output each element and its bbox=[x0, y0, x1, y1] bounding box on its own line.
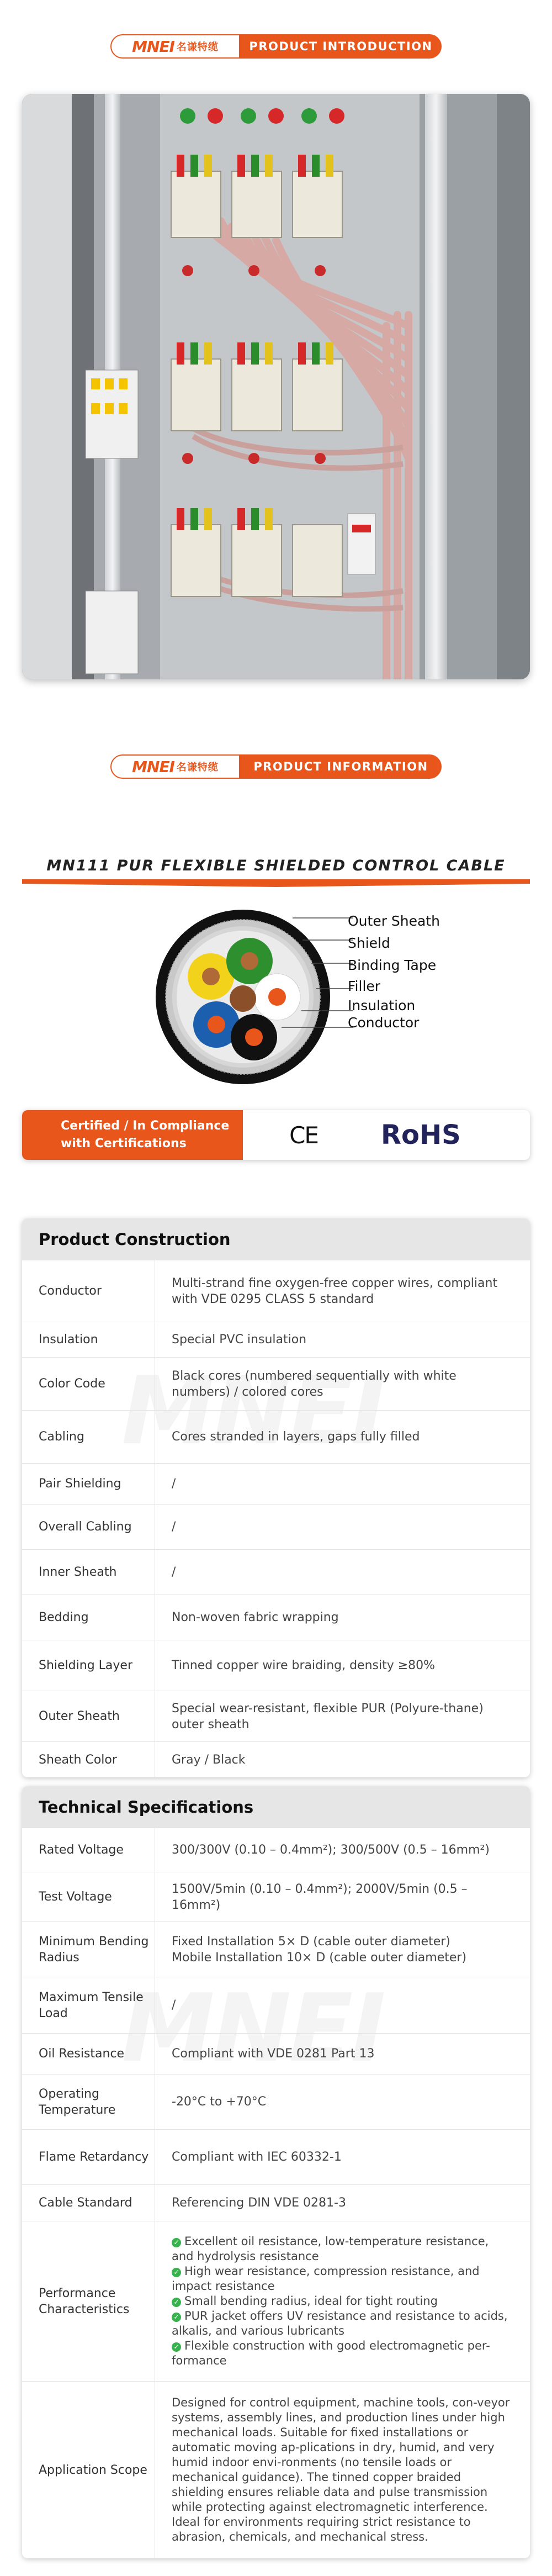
row-key: Inner Sheath bbox=[39, 1565, 117, 1579]
section-banner-intro bbox=[110, 34, 442, 59]
section-banner-info bbox=[110, 754, 442, 779]
check-icon: ✓ bbox=[172, 2238, 181, 2247]
row-key: Pair Shielding bbox=[39, 1477, 121, 1491]
table-row bbox=[22, 2034, 530, 2074]
table-row bbox=[22, 1828, 530, 1872]
row-key: Sheath Color bbox=[39, 1752, 117, 1767]
row-value: / bbox=[172, 1520, 176, 1534]
product-construction-table bbox=[22, 1218, 530, 1777]
table-row bbox=[22, 1322, 530, 1358]
row-value: Referencing DIN VDE 0281-3 bbox=[172, 2196, 346, 2210]
legend-insulation: Insulation bbox=[348, 997, 416, 1013]
table-row bbox=[22, 2382, 530, 2558]
logo-mark: MNEI bbox=[132, 757, 174, 776]
row-key: Oil Resistance bbox=[39, 2047, 125, 2061]
row-key: Shielding Layer bbox=[39, 1659, 132, 1672]
certification-bar bbox=[22, 1110, 530, 1160]
legend-binding-tape: Binding Tape bbox=[348, 957, 437, 973]
ce-mark-icon: CE bbox=[289, 1121, 318, 1149]
list-item: ✓ High wear resistance, compression resistance, and impact resistance bbox=[172, 2264, 480, 2293]
brand-logo bbox=[110, 754, 240, 779]
table-row bbox=[22, 1550, 530, 1595]
row-key: Rated Voltage bbox=[39, 1843, 124, 1857]
list-item: ✓ PUR jacket offers UV resistance and resistance to acids, alkalis, and various lubricants bbox=[172, 2309, 508, 2337]
table-row bbox=[22, 2185, 530, 2221]
legend-outer-sheath: Outer Sheath bbox=[348, 913, 440, 929]
banner-label-info: PRODUCT INFORMATION bbox=[240, 754, 442, 779]
check-icon: ✓ bbox=[172, 2313, 181, 2322]
row-value: / bbox=[172, 1565, 176, 1579]
title-underline bbox=[22, 879, 530, 887]
row-key: Cabling bbox=[39, 1430, 84, 1444]
row-value: Cores stranded in layers, gaps fully filled bbox=[172, 1430, 420, 1444]
cabinet-illustration bbox=[22, 94, 530, 679]
row-value: Special PVC insulation bbox=[172, 1333, 307, 1347]
bending-fixed: Fixed Installation 5× D (cable outer diameter) bbox=[172, 1934, 450, 1949]
row-value: Multi-strand fine oxygen-free copper wires, compliant with VDE 0295 CLASS 5 standard bbox=[172, 1276, 498, 1306]
row-key: Test Voltage bbox=[39, 1890, 112, 1904]
cable-cross-section bbox=[155, 906, 353, 1088]
check-icon: ✓ bbox=[172, 2342, 181, 2352]
row-value: Black cores (numbered sequentially with white numbers) / colored cores bbox=[172, 1369, 457, 1399]
row-value: / bbox=[172, 1998, 176, 2012]
legend-filler: Filler bbox=[348, 978, 381, 994]
brand-logo bbox=[110, 34, 240, 59]
row-key: Maximum Tensile Load bbox=[39, 1990, 144, 2020]
check-icon: ✓ bbox=[172, 2298, 181, 2307]
certification-label bbox=[22, 1110, 243, 1160]
table-row bbox=[22, 1505, 530, 1550]
control-cabinet-photo bbox=[22, 94, 530, 679]
rohs-mark: RoHS bbox=[381, 1120, 461, 1150]
construction-heading: Product Construction bbox=[22, 1218, 530, 1260]
table-row bbox=[22, 1742, 530, 1777]
row-value: Designed for control equipment, machine tools, con-veyor systems, assembly lines, and production lines under high mechanical loads. Suitable for fixed installations or automatic moving ap-plications in dry, humid, and very humid indoor envi-ronments (no tensile loads or mechanical guidance). The tinned copper braided shielding ensures reliable data and pulse transmission while protecting against electromagnetic interference. Ideal for environments requiring strict resistance to abrasion, chemicals, and mechanical stress. bbox=[172, 2396, 510, 2543]
logo-cn: 名谦特缆 bbox=[176, 41, 219, 53]
technical-heading: Technical Specifications bbox=[22, 1786, 530, 1828]
row-key: Application Scope bbox=[39, 2463, 147, 2477]
row-key: Minimum Bending Radius bbox=[39, 1934, 149, 1965]
row-key: Performance Characteristics bbox=[39, 2286, 130, 2316]
certification-label-line1: Certified / In Compliance bbox=[61, 1119, 230, 1133]
table-row bbox=[22, 1411, 530, 1464]
table-row bbox=[22, 1595, 530, 1640]
row-value: Tinned copper wire braiding, density ≥80% bbox=[172, 1659, 436, 1672]
legend-conductor: Conductor bbox=[348, 1015, 420, 1031]
table-row bbox=[22, 1640, 530, 1691]
row-value: / bbox=[172, 1477, 176, 1491]
row-key: Flame Retardancy bbox=[39, 2150, 149, 2164]
technical-specifications-table bbox=[22, 1786, 530, 2558]
row-value: -20°C to +70°C bbox=[172, 2095, 267, 2109]
row-key: Overall Cabling bbox=[39, 1520, 132, 1534]
row-value bbox=[155, 1922, 530, 1977]
row-value: 1500V/5min (0.10 – 0.4mm²); 2000V/5min (0.5 – 16mm²) bbox=[172, 1882, 468, 1912]
row-key: Bedding bbox=[39, 1611, 89, 1624]
row-value: Special wear-resistant, flexible PUR (Polyure-thane) outer sheath bbox=[172, 1701, 484, 1732]
row-key: Conductor bbox=[39, 1284, 102, 1298]
row-value: 300/300V (0.10 – 0.4mm²); 300/500V (0.5 – 16mm²) bbox=[172, 1843, 490, 1857]
table-row bbox=[22, 2074, 530, 2130]
logo-mark: MNEI bbox=[132, 37, 174, 56]
table-row bbox=[22, 2221, 530, 2382]
cross-section-legend bbox=[348, 910, 524, 1031]
row-value: Non-woven fabric wrapping bbox=[172, 1611, 339, 1624]
row-value: Compliant with IEC 60332-1 bbox=[172, 2150, 342, 2164]
list-item: ✓ Excellent oil resistance, low-temperature resistance, and hydrolysis resistance bbox=[172, 2235, 489, 2263]
logo-cn: 名谦特缆 bbox=[176, 762, 219, 773]
table-row bbox=[22, 1977, 530, 2034]
product-title: MN111 PUR FLEXIBLE SHIELDED CONTROL CABLE bbox=[46, 857, 506, 874]
table-row bbox=[22, 1464, 530, 1505]
list-item: ✓ Small bending radius, ideal for tight routing bbox=[172, 2294, 513, 2309]
bending-mobile: Mobile Installation 10× D (cable outer diameter) bbox=[172, 1950, 467, 1965]
table-row bbox=[22, 2130, 530, 2185]
list-item: ✓ Flexible construction with good electromagnetic per-formance bbox=[172, 2339, 490, 2367]
certification-label-line2: with Certifications bbox=[61, 1137, 187, 1150]
row-key: Operating Temperature bbox=[39, 2087, 116, 2117]
row-key: Insulation bbox=[39, 1333, 98, 1347]
legend-shield: Shield bbox=[348, 935, 390, 951]
table-row bbox=[22, 1358, 530, 1411]
row-key: Color Code bbox=[39, 1377, 105, 1391]
row-key: Cable Standard bbox=[39, 2196, 132, 2210]
table-row bbox=[22, 1260, 530, 1322]
row-value: Compliant with VDE 0281 Part 13 bbox=[172, 2047, 375, 2061]
row-value: Gray / Black bbox=[172, 1752, 246, 1767]
check-icon: ✓ bbox=[172, 2268, 181, 2277]
table-row bbox=[22, 1691, 530, 1742]
row-key: Outer Sheath bbox=[39, 1709, 120, 1723]
table-row bbox=[22, 1872, 530, 1922]
table-row bbox=[22, 1922, 530, 1977]
performance-list bbox=[155, 2221, 530, 2381]
banner-label-intro: PRODUCT INTRODUCTION bbox=[240, 34, 442, 59]
